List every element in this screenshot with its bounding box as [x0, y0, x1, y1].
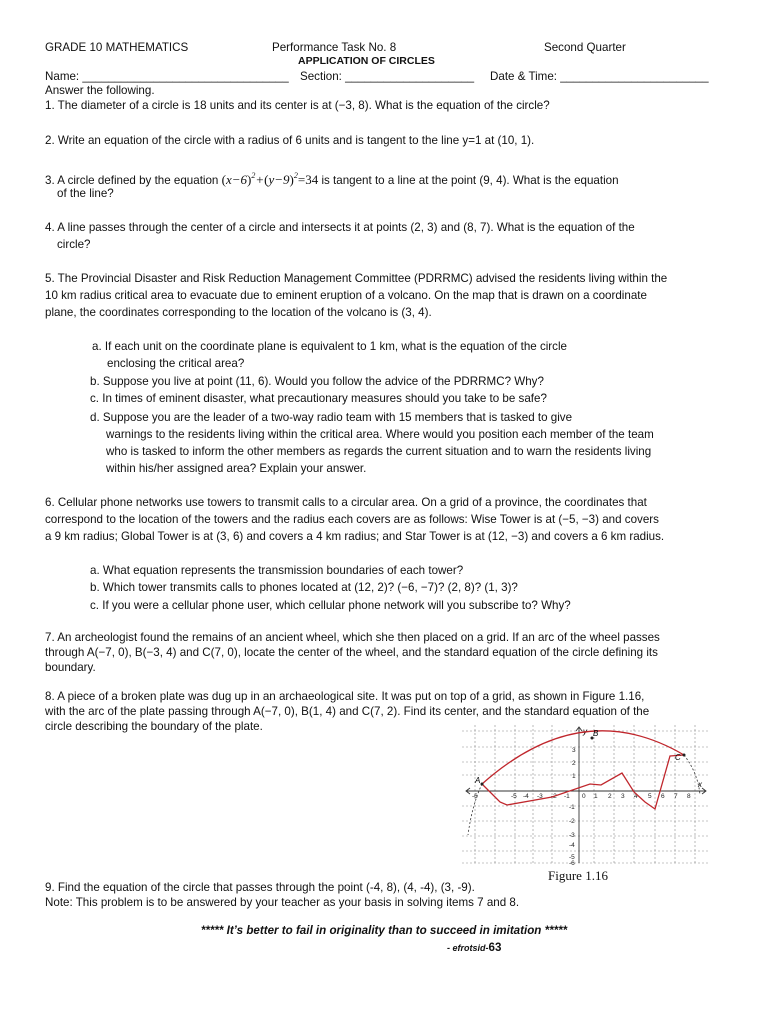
- x-tick-label: 6: [661, 793, 665, 800]
- circle-equation: $(x-6)^2+(y-9)^2=34$: [221, 171, 319, 187]
- question-5d-line3: who is tasked to inform the other members as regards the current situation and to warn the residents living: [106, 445, 652, 458]
- question-6a: a. What equation represents the transmission boundaries of each tower?: [90, 564, 464, 577]
- x-tick-label: 8: [687, 793, 691, 800]
- section-field-label: Section: ____________________: [300, 70, 475, 83]
- plate-arc: [482, 731, 684, 784]
- y-tick-label: -4: [569, 842, 575, 849]
- question-3-suffix: is tangent to a line at the point (9, 4). What is the equation: [321, 174, 619, 187]
- question-4-line2: circle?: [57, 238, 91, 251]
- equation-x-term: x−6: [225, 172, 248, 187]
- question-5a-line2: enclosing the critical area?: [107, 357, 245, 370]
- question-8-line1: 8. A piece of a broken plate was dug up in an archaeological site. It was put on top of a grid, as shown in Figure 1.16,: [45, 690, 645, 703]
- equation-y-term: y−9: [268, 172, 290, 187]
- x-tick-label: -1: [564, 793, 570, 800]
- question-5-line3: plane, the coordinates corresponding to the location of the volcano is (3, 4).: [45, 306, 432, 319]
- question-5-line1: 5. The Provincial Disaster and Risk Reduction Management Committee (PDRRMC) advised the residents living within the: [45, 272, 668, 285]
- point-c-marker: [683, 754, 686, 757]
- figure-caption: Figure 1.16: [548, 868, 608, 883]
- datetime-field-label: Date & Time: _______________________: [490, 70, 709, 83]
- x-tick-label: 5: [648, 793, 652, 800]
- y-tick-label: 1: [572, 773, 576, 780]
- plate-break-line: [482, 755, 684, 809]
- x-tick-label: 2: [608, 793, 612, 800]
- author-signature: [447, 941, 501, 954]
- question-7-line3: boundary.: [45, 661, 96, 674]
- question-2: 2. Write an equation of the circle with a radius of 6 units and is tangent to the line y=1 at (10, 1).: [45, 134, 535, 147]
- grade-label: GRADE 10 MATHEMATICS: [45, 41, 189, 54]
- question-5c: c. In times of eminent disaster, what precautionary measures should you take to be safe?: [90, 392, 547, 405]
- y-tick-label: -1: [569, 804, 575, 811]
- instruction: Answer the following.: [45, 84, 155, 97]
- question-1: 1. The diameter of a circle is 18 units and its center is at (−3, 8). What is the equation of the circle?: [45, 99, 550, 112]
- question-7-line1: 7. An archeologist found the remains of an ancient wheel, which she then placed on a grid. If an arc of the wheel passes: [45, 631, 660, 644]
- footer-quote: ***** It’s better to fail in originality than to succeed in imitation *****: [200, 924, 568, 937]
- point-a-marker: [481, 783, 484, 786]
- question-6c: c. If you were a cellular phone user, which cellular phone network will you subscribe to? Why?: [90, 599, 571, 612]
- question-4-line1: 4. A line passes through the center of a circle and intersects it at points (2, 3) and (8, 7). What is the equation of the: [45, 221, 635, 234]
- y-axis-label: y: [583, 727, 587, 736]
- task-label: Performance Task No. 8: [272, 41, 397, 54]
- x-tick-label: 4: [634, 793, 638, 800]
- quarter-label: Second Quarter: [544, 41, 626, 54]
- figure-1-16: [462, 725, 710, 865]
- question-9: 9. Find the equation of the circle that passes through the point (-4, 8), (4, -4), (3, -9).: [45, 881, 475, 894]
- question-8-line2: with the arc of the plate passing through A(−7, 0), B(1, 4) and C(7, 2). Find its center, and the standard equation of the: [45, 705, 650, 718]
- y-tick-label: -6: [569, 860, 575, 865]
- question-6-line2: correspond to the location of the towers and the radius each covers are as follows: Wise Tower is at (−5, −3) and covers: [45, 513, 659, 526]
- x-tick-label: -5: [511, 793, 517, 800]
- question-5d-line4: within his/her assigned area? Explain your answer.: [106, 462, 367, 475]
- y-tick-label: -3: [569, 832, 575, 839]
- equation-rhs: =34: [297, 172, 319, 187]
- question-5a-line1: a. If each unit on the coordinate plane is equivalent to 1 km, what is the equation of the circle: [92, 340, 567, 353]
- x-tick-label: -6: [472, 793, 478, 800]
- y-tick-label: 3: [572, 747, 576, 754]
- question-6b: b. Which tower transmits calls to phones located at (12, 2)? (−6, −7)? (2, 8)? (1, 3)?: [90, 581, 518, 594]
- x-tick-label: -4: [523, 793, 529, 800]
- question-5d-line1: d. Suppose you are the leader of a two-way radio team with 15 members that is tasked to give: [90, 411, 573, 424]
- x-tick-label: 0: [582, 793, 586, 800]
- y-tick-label: -2: [569, 818, 575, 825]
- question-3: [45, 168, 619, 188]
- question-7-line2: through A(−7, 0), B(−3, 4) and C(7, 0), locate the center of the wheel, and the standard equation of the circle defining its: [45, 646, 658, 659]
- page-title: APPLICATION OF CIRCLES: [298, 55, 435, 67]
- x-tick-label: 3: [621, 793, 625, 800]
- question-8-line3: circle describing the boundary of the plate.: [45, 720, 263, 733]
- point-a-label: A: [475, 776, 481, 785]
- x-tick-label: 1: [594, 793, 598, 800]
- y-tick-label: -5: [569, 854, 575, 861]
- x-tick-label: -3: [537, 793, 543, 800]
- question-3-prefix: 3. A circle defined by the equation: [45, 174, 219, 187]
- question-6-line3: a 9 km radius; Global Tower is at (3, 6) and covers a 4 km radius; and Star Tower is at (12, −3) and covers a 6 km radius.: [45, 530, 665, 543]
- question-3-line2: of the line?: [57, 187, 114, 200]
- question-5b: b. Suppose you live at point (11, 6). Would you follow the advice of the PDRRMC? Why?: [90, 375, 544, 388]
- x-tick-label: -2: [551, 793, 557, 800]
- page-number: 63: [488, 941, 502, 954]
- point-b-label: B: [593, 729, 599, 738]
- name-field-label: Name: ________________________________: [45, 70, 289, 83]
- signature-text: - efrotsid-: [447, 943, 489, 953]
- x-axis-label: x: [698, 780, 702, 789]
- question-5d-line2: warnings to the residents living within the critical area. Where would you position each member of the team: [106, 428, 654, 441]
- question-6-line1: 6. Cellular phone networks use towers to transmit calls to a circular area. On a grid of a province, the coordinates that: [45, 496, 647, 509]
- x-tick-label: 7: [674, 793, 678, 800]
- question-5-line2: 10 km radius critical area to evacuate due to eminent eruption of a volcano. On the map that is drawn on a coordinate: [45, 289, 647, 302]
- y-tick-label: 2: [572, 760, 576, 767]
- note: Note: This problem is to be answered by your teacher as your basis in solving items 7 and 8.: [45, 896, 520, 909]
- point-c-label: C: [675, 753, 681, 762]
